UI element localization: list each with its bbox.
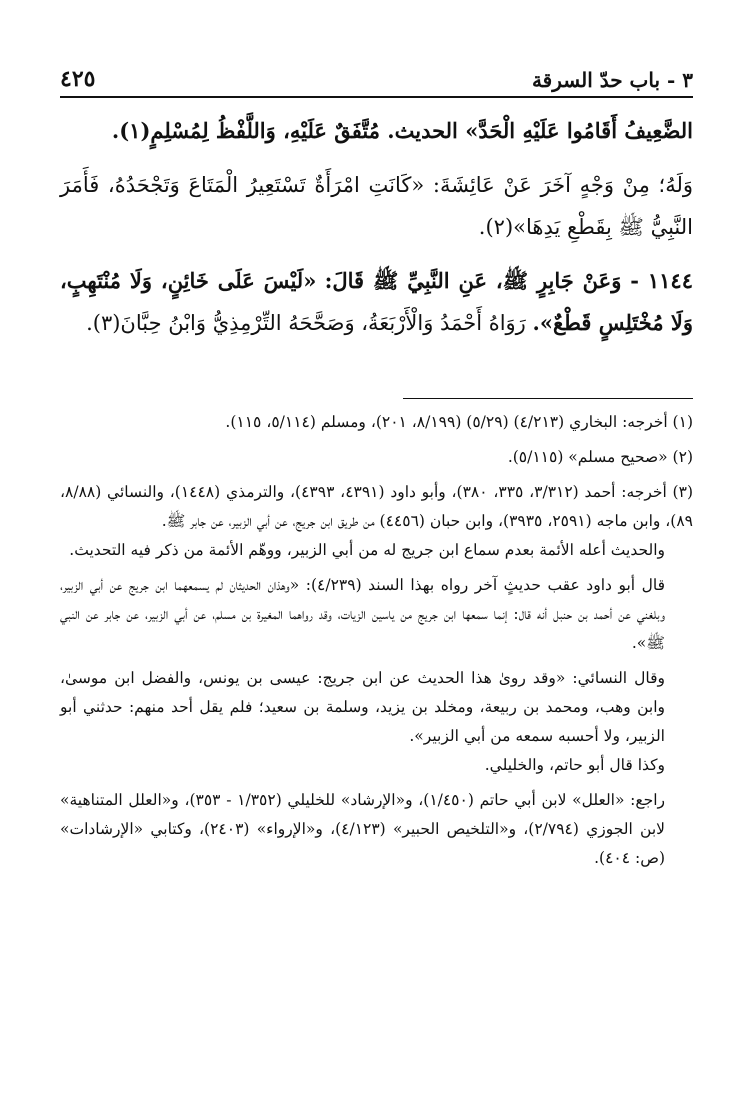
footnote-2: (٢) «صحيح مسلم» (٥/١١٥). [507,448,693,466]
page-number: ٤٢٥ [60,66,96,92]
paragraph-2: وَلَهُ؛ مِنْ وَجْهٍ آخَرَ عَنْ عَائِشَةَ: «كَانَتِ امْرَأَةٌ تَسْتَعِيرُ الْمَتَاعَ وَتَجْحَدُهُ، فَأَمَرَ النَّبِيُّ ﷺ بِقَطْعِ يَدِهَا»(٢). [60,173,693,239]
paragraph-3 [60,260,693,344]
chapter-title: ٣ - باب حدّ السرقة [531,68,693,92]
footnote-3-abu-hatim: وكذا قال أبو حاتم، والخليلي. [484,756,665,774]
main-text [60,110,693,356]
hadith-tail: رَوَاهُ أَحْمَدُ وَالْأَرْبَعَةُ، وَصَحَّحَهُ التِّرْمِذِيُّ وَابْنُ حِبَّانَ(٣). [86,311,526,335]
footnote-1: (١) أخرجه: البخاري (٤/٢١٣) (٥/٢٩) (٨/١٩٩، ٢٠١)، ومسلم (٥/١١٤، ١١٥). [225,413,693,431]
footnote-3-comment: والحديث أعله الأئمة بعدم سماع ابن جريج له من أبي الزبير، ووهّم الأئمة من ذكر فيه التحديث. [69,541,665,559]
footnotes [60,408,693,873]
footnote-3-nasai: وقال النسائي: «وقد روىٰ هذا الحديث عن ابن جريج: عيسى بن يونس، والفضل ابن موسىٰ، وابن وهب، ومحمد بن ربيعة، ومخلد بن يزيد، وسلمة بن سعيد؛ فلم يقل أحد منهم: حدثني أبو الزبير، ولا أحسبه سمعه من أبي الزبير». [60,669,665,745]
running-header [60,60,693,92]
footnote-3-references: راجع: «العلل» لابن أبي حاتم (١/٤٥٠)، و«الإرشاد» للخليلي (١/٣٥٢ - ٣٥٣)، و«العلل المتناهية» لابن الجوزي (٢/٧٩٤)، و«التلخيص الحبير» (٤/١٢٣)، و«الإرواء» (٢٤٠٣)، وكتابي «الإرشادات» (ص: ٤٠٤). [60,791,666,867]
paragraph-1: الضَّعِيفُ أَقَامُوا عَلَيْهِ الْحَدَّ» الحديث. مُتَّفَقٌ عَلَيْهِ، وَاللَّفْظُ لِمُسْلِمٍ(١). [111,118,693,143]
footnote-separator [403,398,693,399]
footnote-3-abu-dawud: قال أبو داود عقب حديثٍ آخر رواه بهذا السند (٤/٢٣٩): «وهذان الحديثان لم يسمعهما ابن جريج عن أبي الزبير، وبلغني عن أحمد بن حنبل أنه قال: إنما سمعها ابن جريج من ياسين الزيات، وقد رواهما المغيرة بن مسلم، عن أبي الزبير، عن جابر عن النبي ﷺ». [60,576,665,652]
hadith-quote: «لَيْسَ عَلَى خَائِنٍ، وَلَا مُنْتَهِبٍ، وَلَا مُخْتَلِسٍ قَطْعٌ». [60,268,693,335]
hadith-lead: ١١٤٤ - وَعَنْ جَابِرٍ ﷺ، عَنِ النَّبِيِّ ﷺ قَالَ: [324,268,693,293]
header-rule [60,96,693,98]
footnote-3: (٣) أخرجه: أحمد (٣/٣١٢، ٣٣٥، ٣٨٠)، وأبو داود (٤٣٩١، ٤٣٩٣)، والترمذي (١٤٤٨)، والنسائي (٨/٨٨، ٨٩)، وابن ماجه (٢٥٩١، ٣٩٣٥)، وابن حبان (٤٤٥٦) من طريق ابن جريج، عن أبي الزبير، عن جابر ﷺ. [60,483,693,530]
